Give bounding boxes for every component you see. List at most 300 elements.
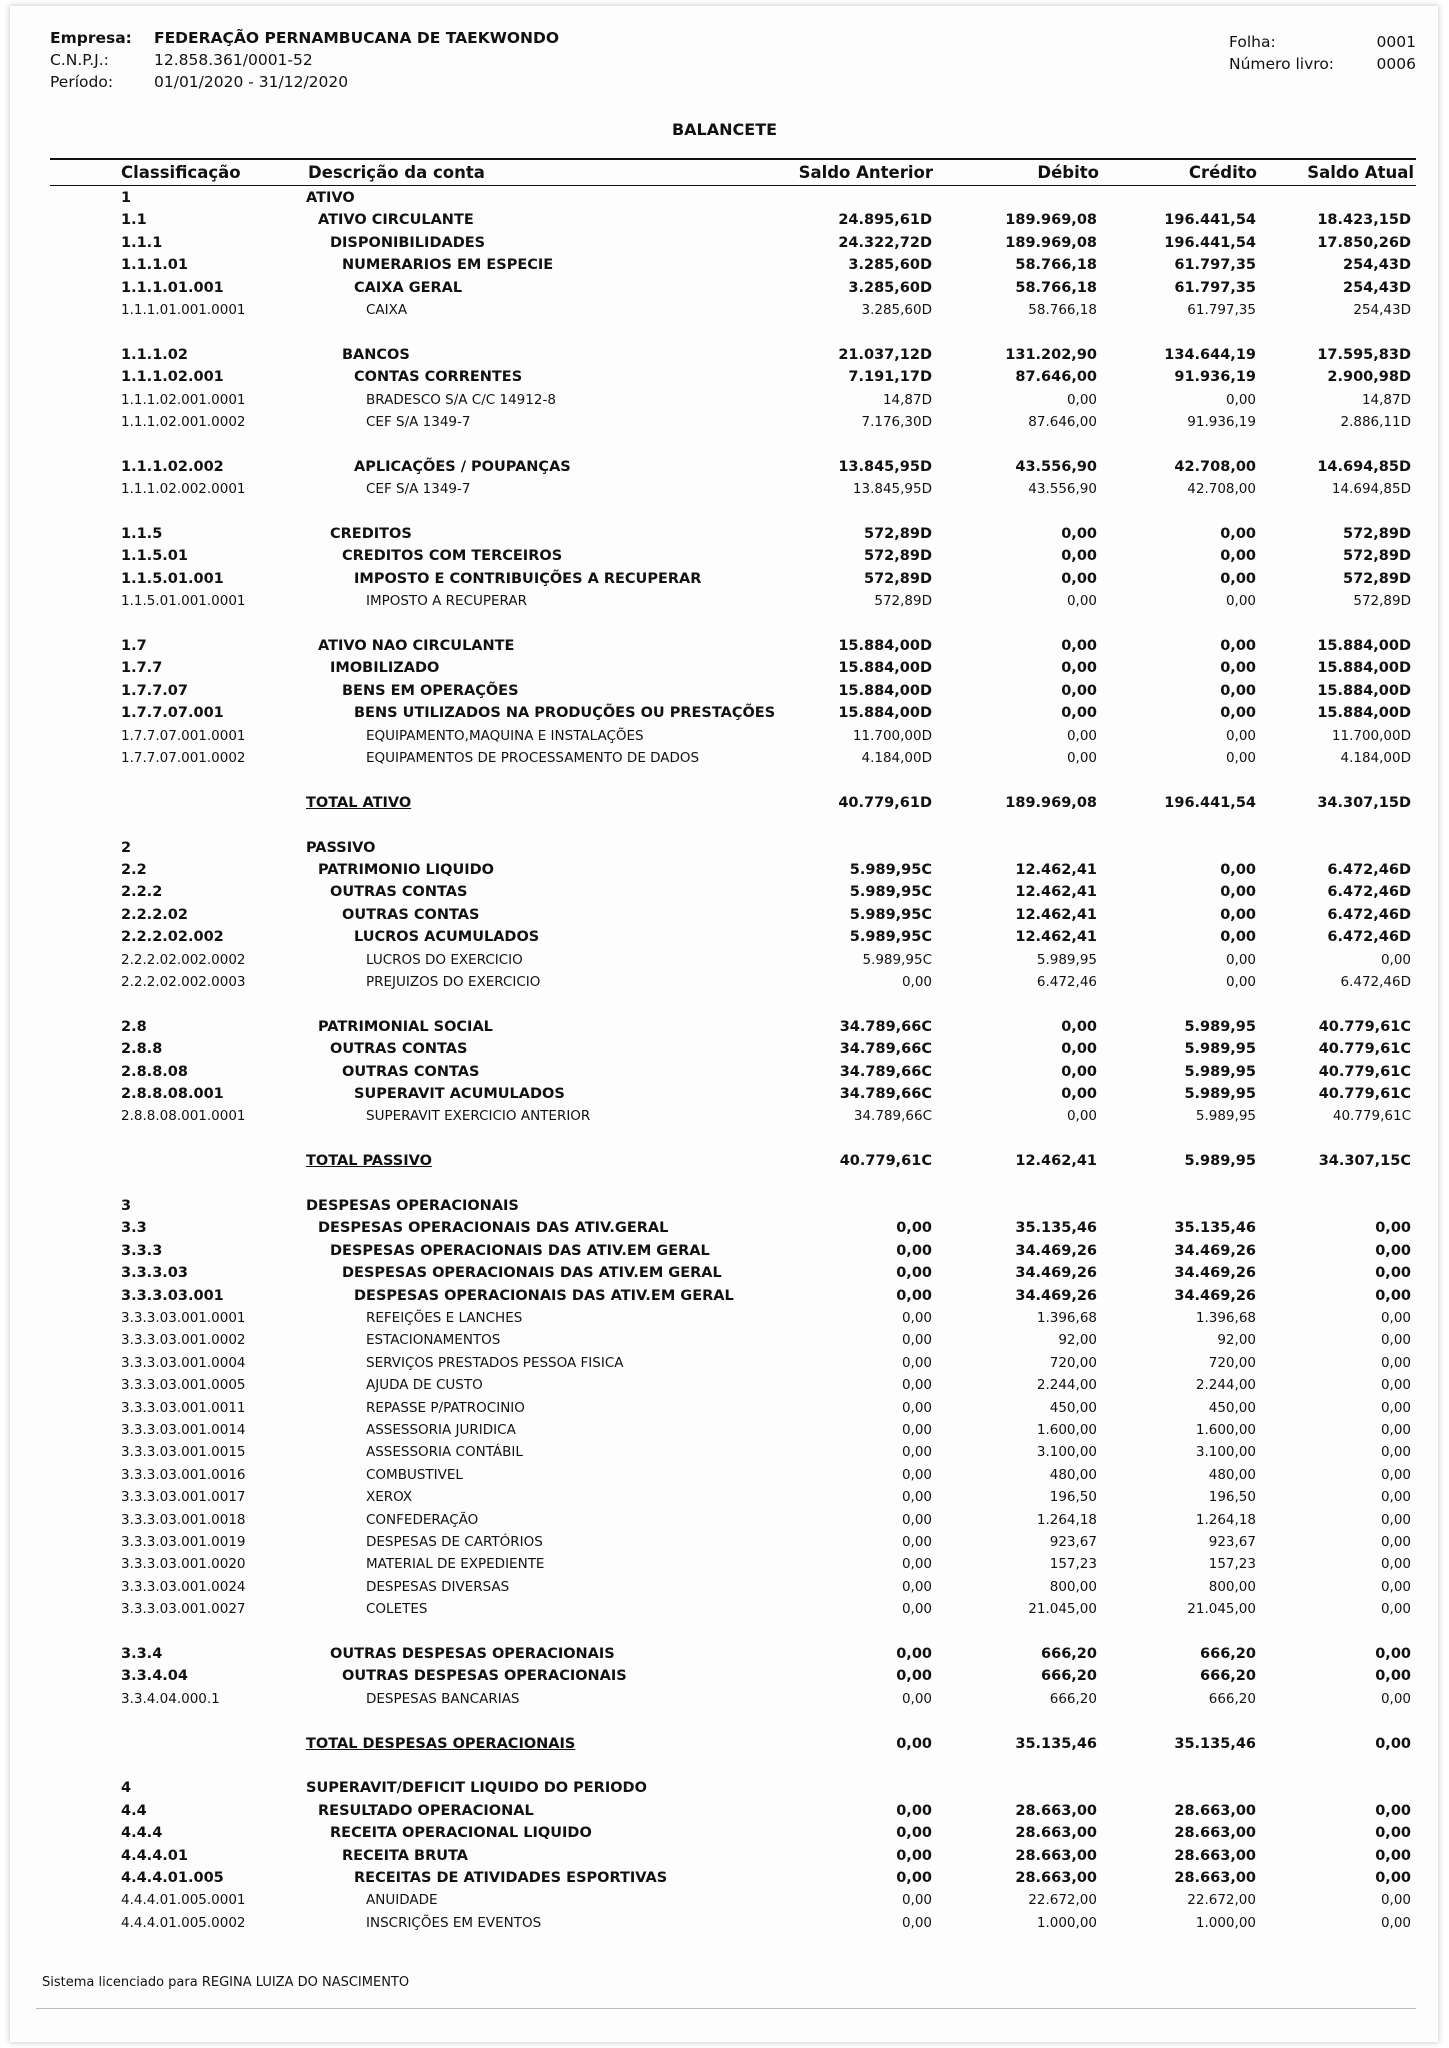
debito-value: 1.600,00 xyxy=(1036,1422,1097,1438)
saldo-anterior-value: 0,00 xyxy=(896,1242,932,1259)
account-code: 1.1.5.01.001 xyxy=(121,570,224,587)
saldo-atual-value: 17.850,26D xyxy=(1317,234,1411,251)
account-description: EQUIPAMENTOS DE PROCESSAMENTO DE DADOS xyxy=(366,750,700,766)
account-code: 3.3.3.03.001.0016 xyxy=(121,1466,246,1483)
saldo-anterior-value: 7.176,30D xyxy=(861,414,932,430)
debito-value: 0,00 xyxy=(1066,750,1097,766)
saldo-anterior-value: 572,89D xyxy=(864,548,932,565)
credito-value: 0,00 xyxy=(1220,660,1256,677)
table-row xyxy=(0,1064,1449,1086)
account-description: DESPESAS OPERACIONAIS DAS ATIV.EM GERAL xyxy=(354,1287,734,1304)
account-description: ANUIDADE xyxy=(366,1892,438,1909)
account-description: ASSESSORIA JURIDICA xyxy=(366,1422,516,1438)
saldo-anterior-value: 0,00 xyxy=(896,1646,932,1662)
saldo-atual-value: 0,00 xyxy=(1380,1534,1411,1550)
saldo-atual-value: 0,00 xyxy=(1375,1287,1411,1304)
total-row xyxy=(0,1736,1449,1758)
account-code: 4.4.4.01.005.0001 xyxy=(121,1892,246,1909)
account-description: CEF S/A 1349-7 xyxy=(366,481,471,498)
saldo-anterior-value: 0,00 xyxy=(901,1422,932,1438)
table-row xyxy=(0,1668,1449,1690)
saldo-anterior-value: 0,00 xyxy=(901,1511,932,1528)
credito-value: 720,00 xyxy=(1208,1354,1256,1371)
credito-value: 666,20 xyxy=(1208,1690,1256,1707)
footer-rule xyxy=(36,2008,1416,2009)
saldo-atual-value: 15.884,00D xyxy=(1317,705,1411,722)
account-description: DESPESAS BANCARIAS xyxy=(366,1690,520,1707)
account-description: ESTACIONAMENTOS xyxy=(366,1332,501,1349)
debito-value: 12.462,41 xyxy=(1015,884,1097,901)
saldo-anterior-value: 0,00 xyxy=(896,1668,932,1685)
saldo-atual-value: 0,00 xyxy=(1380,1556,1411,1573)
account-code: 2.2 xyxy=(121,862,147,878)
credito-value: 28.663,00 xyxy=(1174,1870,1256,1886)
account-description: AJUDA DE CUSTO xyxy=(366,1377,483,1394)
credito-value: 42.708,00 xyxy=(1174,458,1256,475)
debito-value: 0,00 xyxy=(1061,1086,1097,1102)
credito-value: 0,00 xyxy=(1220,705,1256,722)
credito-value: 22.672,00 xyxy=(1187,1892,1256,1909)
account-code: 3.3.4.04.000.1 xyxy=(121,1690,220,1707)
debito-value: 0,00 xyxy=(1061,682,1097,699)
debito-value: 0,00 xyxy=(1066,727,1097,744)
saldo-atual-value: 0,00 xyxy=(1380,1332,1411,1349)
debito-value: 6.472,46 xyxy=(1036,974,1097,990)
credito-value: 0,00 xyxy=(1225,593,1256,610)
total-row xyxy=(0,1153,1449,1175)
saldo-atual-value: 6.472,46D xyxy=(1327,862,1411,878)
table-row xyxy=(0,257,1449,279)
table-row xyxy=(0,548,1449,570)
saldo-anterior-value: 0,00 xyxy=(896,1265,932,1282)
saldo-atual-value: 6.472,46D xyxy=(1327,884,1411,901)
credito-value: 1.000,00 xyxy=(1195,1914,1256,1931)
saldo-atual-value: 254,43D xyxy=(1353,302,1411,318)
table-row xyxy=(0,212,1449,234)
debito-value: 0,00 xyxy=(1061,1063,1097,1080)
account-description: DESPESAS DIVERSAS xyxy=(366,1578,510,1595)
account-description: OUTRAS CONTAS xyxy=(330,884,468,901)
table-row xyxy=(0,1400,1449,1422)
saldo-anterior-value: 0,00 xyxy=(901,1534,932,1550)
account-description: CREDITOS xyxy=(330,526,412,542)
debito-value: 0,00 xyxy=(1061,638,1097,654)
table-row xyxy=(0,862,1449,884)
account-description: MATERIAL DE EXPEDIENTE xyxy=(366,1556,545,1573)
table-row xyxy=(0,705,1449,727)
table-row xyxy=(0,526,1449,548)
table-row xyxy=(0,1355,1449,1377)
table-row xyxy=(0,929,1449,951)
debito-value: 34.469,26 xyxy=(1015,1265,1097,1282)
table-row xyxy=(0,683,1449,705)
debito-value: 1.264,18 xyxy=(1036,1511,1097,1528)
saldo-anterior-value: 0,00 xyxy=(896,1802,932,1819)
saldo-atual-value: 2.886,11D xyxy=(1340,414,1411,430)
account-code: 4.4.4 xyxy=(121,1825,163,1842)
table-row xyxy=(0,750,1449,772)
credito-value: 34.469,26 xyxy=(1174,1242,1256,1259)
table-row xyxy=(0,302,1449,324)
account-description: OUTRAS CONTAS xyxy=(342,1063,480,1080)
saldo-anterior-value: 0,00 xyxy=(896,1825,932,1842)
credito-value: 5.989,95 xyxy=(1184,1063,1256,1080)
account-code: 3.3.3.03 xyxy=(121,1265,188,1282)
table-row xyxy=(0,1108,1449,1130)
saldo-atual-value: 6.472,46D xyxy=(1327,906,1411,923)
saldo-atual-value: 14.694,85D xyxy=(1331,481,1411,498)
table-row xyxy=(0,1848,1449,1870)
saldo-anterior-value: 40.779,61D xyxy=(838,794,932,811)
account-code: 2.8.8.08 xyxy=(121,1063,188,1080)
debito-value: 1.000,00 xyxy=(1036,1914,1097,1931)
saldo-anterior-value: 0,00 xyxy=(901,1466,932,1483)
table-row xyxy=(0,280,1449,302)
account-code: 1.1.1.02.001.0001 xyxy=(121,391,246,408)
account-code: 3.3.3.03.001.0019 xyxy=(121,1534,246,1550)
saldo-anterior-value: 5.989,95C xyxy=(849,884,932,901)
account-code: 3.3.3.03.001.0002 xyxy=(121,1332,246,1349)
saldo-anterior-value: 5.989,95C xyxy=(849,862,932,878)
page-title: BALANCETE xyxy=(671,120,778,139)
account-description: XEROX xyxy=(366,1489,413,1506)
empresa-value: FEDERAÇÃO PERNAMBUCANA DE TAEKWONDO xyxy=(154,29,560,47)
saldo-anterior-value: 0,00 xyxy=(896,1870,932,1886)
debito-value: 12.462,41 xyxy=(1015,1153,1097,1170)
saldo-atual-value: 0,00 xyxy=(1380,1444,1411,1461)
saldo-atual-value: 0,00 xyxy=(1380,1399,1411,1416)
periodo-label: Período: xyxy=(50,73,114,91)
debito-value: 12.462,41 xyxy=(1015,929,1097,946)
credito-value: 3.100,00 xyxy=(1195,1444,1256,1461)
account-code: 1.7 xyxy=(121,638,147,654)
table-row xyxy=(0,1512,1449,1534)
debito-value: 0,00 xyxy=(1061,660,1097,677)
credito-value: 134.644,19 xyxy=(1164,346,1256,363)
saldo-atual-value: 34.307,15C xyxy=(1318,1153,1411,1170)
table-row xyxy=(0,840,1449,862)
account-code: 2.8.8.08.001.0001 xyxy=(121,1108,246,1125)
account-code: 3.3.4.04 xyxy=(121,1668,188,1685)
debito-value: 58.766,18 xyxy=(1015,257,1097,274)
debito-value: 0,00 xyxy=(1061,548,1097,565)
saldo-anterior-value: 572,89D xyxy=(874,593,932,610)
table-row xyxy=(0,1825,1449,1847)
credito-value: 0,00 xyxy=(1220,638,1256,654)
credito-value: 0,00 xyxy=(1220,526,1256,542)
saldo-anterior-value: 34.789,66C xyxy=(839,1018,932,1035)
saldo-atual-value: 572,89D xyxy=(1343,548,1411,565)
saldo-anterior-value: 0,00 xyxy=(901,974,932,990)
col-saldo-atual: Saldo Atual xyxy=(1307,163,1414,182)
account-description: TOTAL ATIVO xyxy=(306,794,412,811)
debito-value: 189.969,08 xyxy=(1005,794,1097,811)
table-row xyxy=(0,1892,1449,1914)
credito-value: 5.989,95 xyxy=(1184,1018,1256,1035)
saldo-anterior-value: 3.285,60D xyxy=(848,279,932,296)
saldo-anterior-value: 0,00 xyxy=(901,1489,932,1506)
account-description: BANCOS xyxy=(342,346,410,363)
account-code: 2 xyxy=(121,839,132,856)
debito-value: 12.462,41 xyxy=(1015,906,1097,923)
account-code: 3.3.3.03.001.0027 xyxy=(121,1601,246,1618)
credito-value: 0,00 xyxy=(1220,884,1256,901)
credito-value: 91.936,19 xyxy=(1174,369,1256,386)
table-row xyxy=(0,347,1449,369)
saldo-atual-value: 0,00 xyxy=(1380,1489,1411,1506)
account-description: CAIXA GERAL xyxy=(354,279,463,296)
debito-value: 0,00 xyxy=(1061,570,1097,587)
credito-value: 0,00 xyxy=(1220,682,1256,699)
account-description: DESPESAS OPERACIONAIS DAS ATIV.GERAL xyxy=(318,1220,669,1237)
saldo-atual-value: 40.779,61C xyxy=(1318,1018,1411,1035)
account-code: 1.1.1.02.002.0001 xyxy=(121,481,246,498)
credito-value: 35.135,46 xyxy=(1174,1735,1256,1752)
saldo-anterior-value: 0,00 xyxy=(896,1847,932,1864)
table-row xyxy=(0,1534,1449,1556)
saldo-atual-value: 34.307,15D xyxy=(1317,794,1411,811)
credito-value: 0,00 xyxy=(1225,391,1256,408)
table-row xyxy=(0,1467,1449,1489)
account-description: SUPERAVIT/DEFICIT LIQUIDO DO PERIODO xyxy=(306,1780,647,1797)
credito-value: 5.989,95 xyxy=(1184,1086,1256,1102)
debito-value: 43.556,90 xyxy=(1028,481,1097,498)
saldo-anterior-value: 0,00 xyxy=(901,1399,932,1416)
account-description: RECEITA BRUTA xyxy=(342,1847,469,1864)
saldo-anterior-value: 34.789,66C xyxy=(853,1108,932,1125)
saldo-anterior-value: 0,00 xyxy=(896,1735,932,1752)
saldo-anterior-value: 0,00 xyxy=(901,1690,932,1707)
account-description: OUTRAS DESPESAS OPERACIONAIS xyxy=(342,1668,627,1685)
debito-value: 720,00 xyxy=(1049,1354,1097,1371)
account-description: DISPONIBILIDADES xyxy=(330,234,486,251)
debito-value: 28.663,00 xyxy=(1015,1802,1097,1819)
saldo-anterior-value: 21.037,12D xyxy=(838,346,932,363)
debito-value: 0,00 xyxy=(1061,1041,1097,1058)
folha-label: Folha: xyxy=(1229,33,1276,51)
saldo-atual-value: 40.779,61C xyxy=(1318,1041,1411,1058)
account-code: 3.3.3.03.001 xyxy=(121,1287,224,1304)
credito-value: 35.135,46 xyxy=(1174,1220,1256,1237)
account-code: 1.1.1.02.002 xyxy=(121,458,224,475)
account-code: 2.2.2.02.002 xyxy=(121,929,224,946)
account-description: COMBUSTIVEL xyxy=(366,1466,463,1483)
saldo-atual-value: 17.595,83D xyxy=(1317,346,1411,363)
table-row xyxy=(0,1310,1449,1332)
table-row xyxy=(0,1422,1449,1444)
credito-value: 196.441,54 xyxy=(1164,212,1256,229)
saldo-atual-value: 572,89D xyxy=(1343,526,1411,542)
saldo-atual-value: 572,89D xyxy=(1343,570,1411,587)
total-row xyxy=(0,795,1449,817)
saldo-anterior-value: 0,00 xyxy=(901,1578,932,1595)
table-row xyxy=(0,1332,1449,1354)
account-code: 3.3.3 xyxy=(121,1242,163,1259)
saldo-anterior-value: 0,00 xyxy=(901,1892,932,1909)
credito-value: 1.396,68 xyxy=(1195,1310,1256,1326)
saldo-anterior-value: 0,00 xyxy=(901,1310,932,1326)
debito-value: 5.989,95 xyxy=(1036,951,1097,968)
debito-value: 28.663,00 xyxy=(1015,1847,1097,1864)
account-code: 2.2.2.02 xyxy=(121,906,188,923)
account-code: 1.1.1.01.001 xyxy=(121,279,224,296)
debito-value: 800,00 xyxy=(1049,1578,1097,1595)
credito-value: 92,00 xyxy=(1217,1332,1256,1349)
saldo-anterior-value: 572,89D xyxy=(864,526,932,542)
saldo-atual-value: 0,00 xyxy=(1380,1466,1411,1483)
debito-value: 58.766,18 xyxy=(1015,279,1097,296)
account-description: ATIVO CIRCULANTE xyxy=(318,212,474,229)
account-description: CAIXA xyxy=(366,302,408,318)
table-row xyxy=(0,235,1449,257)
debito-value: 157,23 xyxy=(1049,1556,1097,1573)
saldo-anterior-value: 0,00 xyxy=(901,1556,932,1573)
header-rule-bottom xyxy=(50,185,1416,186)
saldo-anterior-value: 13.845,95D xyxy=(852,481,932,498)
account-description: RECEITA OPERACIONAL LIQUIDO xyxy=(330,1825,592,1842)
credito-value: 0,00 xyxy=(1225,974,1256,990)
account-code: 1.1.5.01.001.0001 xyxy=(121,593,246,610)
account-code: 3.3.3.03.001.0011 xyxy=(121,1399,246,1416)
credito-value: 28.663,00 xyxy=(1174,1847,1256,1864)
account-description: TOTAL DESPESAS OPERACIONAIS xyxy=(306,1735,576,1752)
account-description: BRADESCO S/A C/C 14912-8 xyxy=(366,391,556,408)
saldo-anterior-value: 0,00 xyxy=(901,1914,932,1931)
account-description: REPASSE P/PATROCINIO xyxy=(366,1399,525,1416)
credito-value: 0,00 xyxy=(1225,951,1256,968)
account-code: 3.3.4 xyxy=(121,1646,163,1662)
saldo-anterior-value: 5.989,95C xyxy=(862,951,932,968)
saldo-atual-value: 0,00 xyxy=(1380,1690,1411,1707)
saldo-anterior-value: 34.789,66C xyxy=(839,1041,932,1058)
account-code: 3.3.3.03.001.0005 xyxy=(121,1377,246,1394)
account-description: CREDITOS COM TERCEIROS xyxy=(342,548,563,565)
col-saldo-anterior: Saldo Anterior xyxy=(798,163,933,182)
debito-value: 480,00 xyxy=(1049,1466,1097,1483)
account-code: 1.1.5 xyxy=(121,526,163,542)
debito-value: 34.469,26 xyxy=(1015,1242,1097,1259)
debito-value: 87.646,00 xyxy=(1028,414,1097,430)
debito-value: 87.646,00 xyxy=(1015,369,1097,386)
credito-value: 42.708,00 xyxy=(1187,481,1256,498)
account-code: 3.3.3.03.001.0015 xyxy=(121,1444,246,1461)
account-code: 3.3.3.03.001.0001 xyxy=(121,1310,246,1326)
saldo-anterior-value: 5.989,95C xyxy=(849,906,932,923)
credito-value: 61.797,35 xyxy=(1174,279,1256,296)
debito-value: 92,00 xyxy=(1058,1332,1097,1349)
saldo-atual-value: 0,00 xyxy=(1380,951,1411,968)
table-row xyxy=(0,414,1449,436)
account-description: ASSESSORIA CONTÁBIL xyxy=(366,1444,523,1461)
saldo-atual-value: 0,00 xyxy=(1375,1646,1411,1662)
saldo-atual-value: 0,00 xyxy=(1375,1735,1411,1752)
table-row xyxy=(0,1915,1449,1937)
account-code: 1.7.7.07.001.0001 xyxy=(121,727,246,744)
account-description: TOTAL PASSIVO xyxy=(306,1153,432,1170)
credito-value: 5.989,95 xyxy=(1195,1108,1256,1125)
table-row xyxy=(0,190,1449,212)
account-code: 4.4 xyxy=(121,1802,147,1819)
account-description: CONFEDERAÇÃO xyxy=(366,1511,479,1528)
livro-label: Número livro: xyxy=(1229,55,1335,73)
table-row xyxy=(0,1288,1449,1310)
header-right-block xyxy=(1229,32,1416,76)
account-code: 1 xyxy=(121,190,132,206)
account-description: BENS EM OPERAÇÕES xyxy=(342,682,519,699)
debito-value: 923,67 xyxy=(1049,1534,1097,1550)
saldo-atual-value: 572,89D xyxy=(1353,593,1411,610)
credito-value: 5.989,95 xyxy=(1184,1041,1256,1058)
credito-value: 0,00 xyxy=(1220,548,1256,565)
credito-value: 0,00 xyxy=(1225,727,1256,744)
saldo-atual-value: 15.884,00D xyxy=(1317,682,1411,699)
saldo-anterior-value: 40.779,61C xyxy=(839,1153,932,1170)
debito-value: 43.556,90 xyxy=(1015,458,1097,475)
credito-value: 450,00 xyxy=(1208,1399,1256,1416)
saldo-atual-value: 40.779,61C xyxy=(1318,1086,1411,1102)
credito-value: 196,50 xyxy=(1208,1489,1256,1506)
saldo-anterior-value: 572,89D xyxy=(864,570,932,587)
account-code: 4.4.4.01.005 xyxy=(121,1870,224,1886)
saldo-anterior-value: 11.700,00D xyxy=(852,727,932,744)
account-code: 1.7.7.07 xyxy=(121,682,188,699)
table-row xyxy=(0,728,1449,750)
debito-value: 3.100,00 xyxy=(1036,1444,1097,1461)
saldo-atual-value: 14.694,85D xyxy=(1317,458,1411,475)
account-code: 1.7.7.07.001.0002 xyxy=(121,750,246,766)
account-description: ATIVO NAO CIRCULANTE xyxy=(318,638,515,654)
saldo-atual-value: 0,00 xyxy=(1380,1914,1411,1931)
table-row xyxy=(0,459,1449,481)
account-description: OUTRAS CONTAS xyxy=(342,906,480,923)
account-code: 3 xyxy=(121,1198,132,1214)
account-description: SUPERAVIT EXERCICIO ANTERIOR xyxy=(366,1108,591,1125)
account-code: 2.2.2.02.002.0002 xyxy=(121,951,246,968)
table-row xyxy=(0,1691,1449,1713)
debito-value: 21.045,00 xyxy=(1028,1601,1097,1618)
account-code: 2.8.8.08.001 xyxy=(121,1086,224,1102)
saldo-atual-value: 0,00 xyxy=(1375,1825,1411,1842)
credito-value: 61.797,35 xyxy=(1187,302,1256,318)
col-descricao: Descrição da conta xyxy=(308,163,485,182)
debito-value: 131.202,90 xyxy=(1005,346,1097,363)
table-row xyxy=(0,1198,1449,1220)
table-row xyxy=(0,1489,1449,1511)
saldo-atual-value: 6.472,46D xyxy=(1327,929,1411,946)
table-row xyxy=(0,1265,1449,1287)
table-row xyxy=(0,392,1449,414)
table-row xyxy=(0,1601,1449,1623)
saldo-atual-value: 0,00 xyxy=(1380,1892,1411,1909)
table-row xyxy=(0,638,1449,660)
footer-license: Sistema licenciado para REGINA LUIZA DO NASCIMENTO xyxy=(42,1975,410,1990)
account-code: 1.1.1.02.001.0002 xyxy=(121,414,246,430)
saldo-anterior-value: 24.322,72D xyxy=(838,234,932,251)
credito-value: 28.663,00 xyxy=(1174,1802,1256,1819)
account-code: 1.1 xyxy=(121,212,147,229)
table-row xyxy=(0,1019,1449,1041)
debito-value: 0,00 xyxy=(1061,526,1097,542)
debito-value: 0,00 xyxy=(1066,593,1097,610)
credito-value: 0,00 xyxy=(1220,906,1256,923)
table-row xyxy=(0,1579,1449,1601)
saldo-atual-value: 0,00 xyxy=(1375,1870,1411,1886)
saldo-anterior-value: 0,00 xyxy=(901,1354,932,1371)
credito-value: 28.663,00 xyxy=(1174,1825,1256,1842)
saldo-anterior-value: 0,00 xyxy=(901,1601,932,1618)
credito-value: 1.264,18 xyxy=(1195,1511,1256,1528)
saldo-anterior-value: 3.285,60D xyxy=(848,257,932,274)
